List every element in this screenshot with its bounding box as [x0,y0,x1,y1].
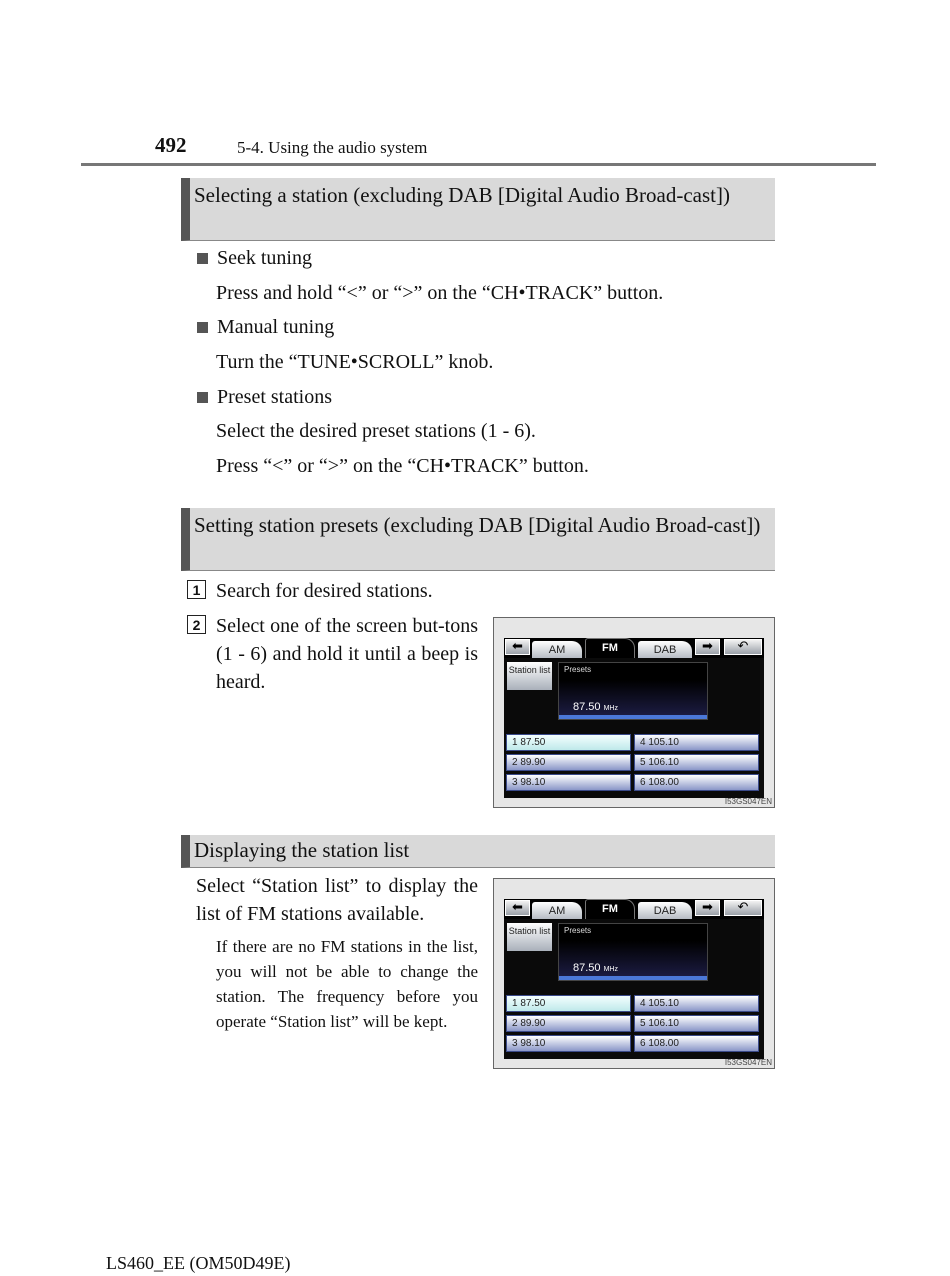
header-rule [81,163,876,166]
back-arrow-icon: ⬅ [505,900,530,916]
preset-button-6: 6 108.00 [634,1035,759,1052]
preset-stations-text-1: Select the desired preset stations (1 - 6). [216,420,536,442]
back-arrow-icon: ⬅ [505,639,530,655]
step-text: Search for desired stations. [216,580,433,602]
preset-button-3: 3 98.10 [506,774,631,791]
tab-am: AM [532,641,582,658]
audio-screen-image [493,617,775,808]
presets-label: Presets [564,665,592,674]
preset-button-4: 4 105.10 [634,995,759,1012]
station-list-note: If there are no FM stations in the list, you will not be able to change the station. The frequency before you operate “Station list” will be kept. [216,937,478,1031]
preset-button-6: 6 108.00 [634,774,759,791]
step-text: Select one of the screen but-tons (1 - 6) and hold it until a beep is heard. [216,615,478,693]
seek-tuning-text: Press and hold “<” or “>” on the “CH•TRACK” button. [216,282,664,304]
subheading-label: Manual tuning [217,316,335,338]
tab-dab: DAB [638,902,692,919]
frequency-display: 87.50 MHz [573,701,618,713]
preset-button-3: 3 98.10 [506,1035,631,1052]
return-icon: ↶ [724,900,762,916]
station-list-paragraph: Select “Station list” to display the list of FM stations available. [196,875,478,925]
preset-stations-text-2: Press “<” or “>” on the “CH•TRACK” button. [216,455,589,477]
preset-button-1: 1 87.50 [506,734,631,751]
step-number: 2 [187,615,206,634]
image-code: I53GS047EN [724,797,772,806]
page-number: 492 [155,133,187,157]
chapter-title: 5-4. Using the audio system [237,138,428,157]
square-bullet-icon [197,322,208,333]
subheading-label: Seek tuning [217,247,312,269]
footer-model-code: LS460_EE (OM50D49E) [106,1253,291,1273]
tab-fm: FM [585,638,635,658]
subheading-manual-tuning [197,316,334,339]
frequency-bar [559,715,707,719]
section-heading-station-list: Displaying the station list [181,835,775,868]
audio-screen-image [493,878,775,1069]
manual-tuning-text: Turn the “TUNE•SCROLL” knob. [216,351,494,373]
subheading-seek-tuning [197,247,312,270]
square-bullet-icon [197,392,208,403]
section-heading-selecting-station: Selecting a station (excluding DAB [Digital Audio Broad-cast]) [181,178,775,241]
audio-screen [504,899,764,1059]
tab-dab: DAB [638,641,692,658]
tab-bar [504,899,764,919]
return-icon: ↶ [724,639,762,655]
presets-label: Presets [564,926,592,935]
station-list-button: Station list [507,923,552,951]
square-bullet-icon [197,253,208,264]
subheading-label: Preset stations [217,386,332,408]
presets-display [558,662,708,720]
forward-arrow-icon: ➡ [695,900,720,916]
section-heading-setting-presets: Setting station presets (excluding DAB [Digital Audio Broad-cast]) [181,508,775,571]
preset-button-1: 1 87.50 [506,995,631,1012]
station-list-button: Station list [507,662,552,690]
preset-button-4: 4 105.10 [634,734,759,751]
preset-button-2: 2 89.90 [506,754,631,771]
tab-am: AM [532,902,582,919]
audio-screen [504,638,764,798]
tab-bar [504,638,764,658]
frequency-display: 87.50 MHz [573,962,618,974]
forward-arrow-icon: ➡ [695,639,720,655]
preset-button-5: 5 106.10 [634,1015,759,1032]
preset-button-5: 5 106.10 [634,754,759,771]
tab-fm: FM [585,899,635,919]
frequency-bar [559,976,707,980]
presets-display [558,923,708,981]
preset-button-2: 2 89.90 [506,1015,631,1032]
subheading-preset-stations [197,386,332,409]
step-number: 1 [187,580,206,599]
image-code: I53GS047EN [724,1058,772,1067]
